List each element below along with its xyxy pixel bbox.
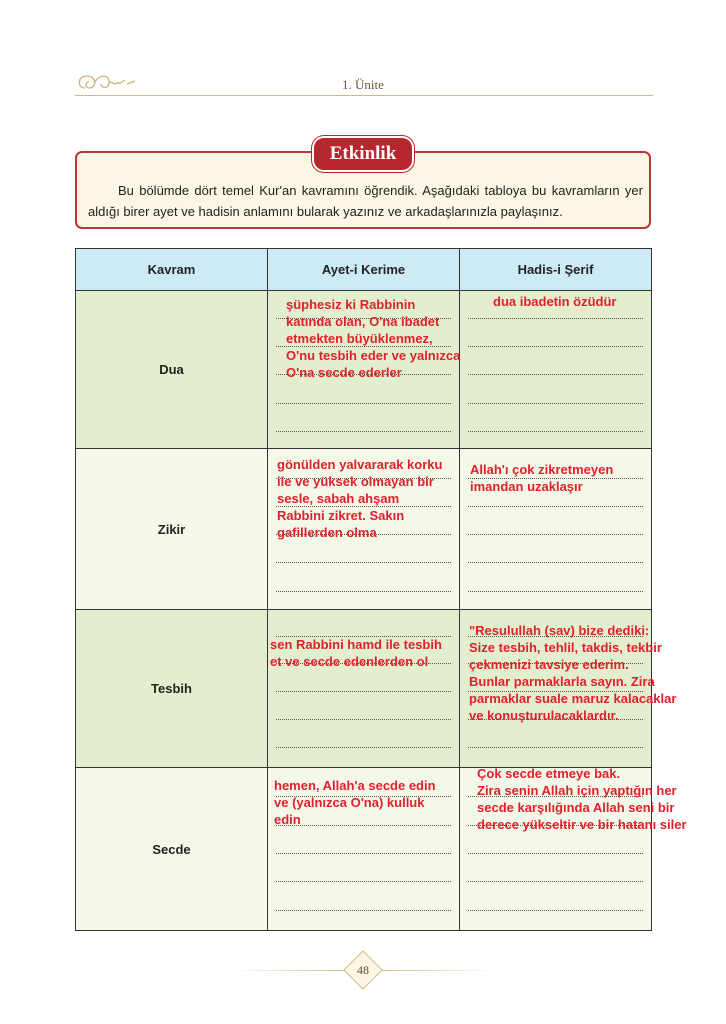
- concept-cell: Zikir: [76, 449, 268, 610]
- header-divider: [75, 95, 653, 96]
- ayet-cell[interactable]: [268, 768, 460, 931]
- footer-divider-right: [378, 970, 496, 971]
- hadis-cell[interactable]: [460, 766, 687, 931]
- hadis-cell[interactable]: [460, 291, 652, 449]
- unit-title: 1. Ünite: [342, 77, 384, 92]
- footer-divider-left: [230, 970, 348, 971]
- activity-instructions: Bu bölümde dört temel Kur'an kavramını öğrendik. Aşağıdaki tabloya bu kavramların yer aldığı birer ayet ve hadisin anlamını bularak yazınız ve arkadaşlarınızla paylaşınız.: [88, 183, 643, 219]
- hadis-answer: Allah'ı çok zikretmeyen imandan uzaklaşır: [470, 462, 614, 494]
- column-header-kavram: Kavram: [76, 249, 268, 291]
- table-row: [76, 291, 652, 449]
- ayet-answer: hemen, Allah'a secde edin ve (yalnızca O'na) kulluk edin: [274, 778, 436, 827]
- table-header-row: [76, 249, 652, 291]
- ayet-answer: şüphesiz ki Rabbinin katında olan, O'na ibadet etmekten büyüklenmez, O'nu tesbih eder ve yalnızca O'na secde ederler: [286, 297, 461, 380]
- column-header-ayet: Ayet-i Kerime: [268, 249, 460, 291]
- ayet-answer: gönülden yalvararak korku ile ve yüksek olmayan bir sesle, sabah ahşam Rabbini zikret. Sakın gafillerden olma: [277, 457, 443, 540]
- table-row: [76, 449, 652, 610]
- table-row: [76, 610, 652, 768]
- activity-badge: Etkinlik: [314, 138, 412, 170]
- concept-cell: Secde: [76, 768, 268, 931]
- concept-cell: Dua: [76, 291, 268, 449]
- ayet-cell[interactable]: [268, 449, 460, 610]
- hadis-answer: dua ibadetin özüdür: [493, 294, 617, 309]
- ayet-cell[interactable]: [268, 610, 460, 768]
- page-number: 48: [357, 963, 369, 977]
- concept-table: [75, 248, 687, 931]
- column-header-hadis: Hadis-i Şerif: [460, 249, 652, 291]
- table-row: [76, 768, 652, 931]
- ayet-cell[interactable]: [268, 291, 460, 449]
- hadis-answer: "Resulullah (sav) bize dediki: Size tesbih, tehlil, takdis, tekbir çekmenizi tavsiye ederim. Bunlar parmaklarla sayın. Zira parmaklar suale maruz kalacaklar ve konuşturulacaklardır.: [469, 623, 677, 723]
- concept-cell: Tesbih: [76, 610, 268, 768]
- hadis-cell[interactable]: [460, 449, 652, 610]
- ayet-answer: sen Rabbini hamd ile tesbih et ve secde edenlerden ol: [270, 637, 442, 669]
- hadis-answer: Çok secde etmeye bak. Zira senin Allah için yaptığın her secde karşılığında Allah seni bir derece yükseltir ve bir hatanı siler: [477, 766, 687, 832]
- hadis-cell[interactable]: [460, 610, 677, 768]
